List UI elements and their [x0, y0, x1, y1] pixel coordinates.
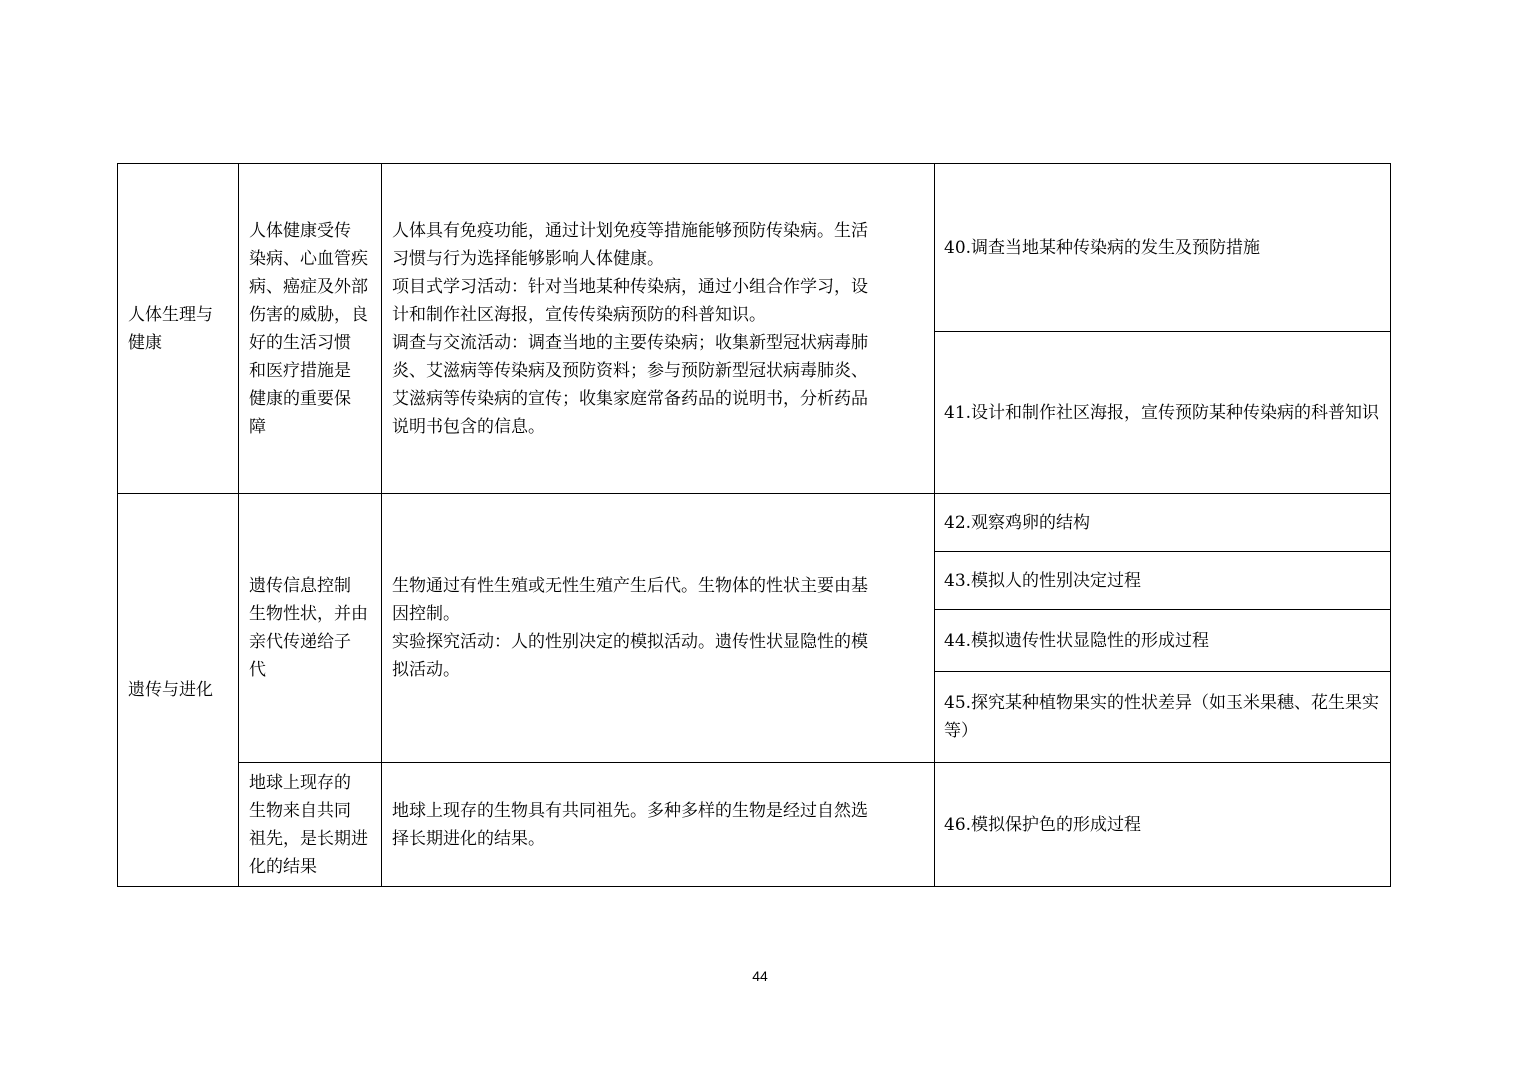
activity-item: 42.观察鸡卵的结构 [944, 512, 1091, 533]
content-cell [382, 494, 935, 763]
topic-line: 健康的重要保 [249, 388, 351, 409]
activity-cell [935, 164, 1391, 332]
activity-cell [935, 552, 1391, 610]
activity-item: 46.模拟保护色的形成过程 [944, 814, 1142, 835]
content-line: 调查与交流活动：调查当地的主要传染病；收集新型冠状病毒肺 [392, 332, 868, 353]
topic-line: 伤害的威胁，良 [249, 304, 368, 325]
content-line: 实验探究活动：人的性别决定的模拟活动。遗传性状显隐性的模 [392, 632, 868, 652]
page-number: 44 [752, 968, 768, 984]
curriculum-table [117, 163, 1391, 887]
content-line: 艾滋病等传染病的宣传；收集家庭常备药品的说明书，分析药品 [392, 388, 868, 409]
activity-item: 45.探究某种植物果实的性状差异（如玉米果穗、花生果实等） [944, 693, 1380, 741]
activity-cell [935, 332, 1391, 494]
content-line: 人体具有免疫功能，通过计划免疫等措施能够预防传染病。生活 [392, 220, 868, 241]
content-line: 项目式学习活动：针对当地某种传染病，通过小组合作学习，设 [392, 276, 868, 297]
topic-line: 亲代传递给子 [249, 632, 351, 652]
activity-cell [935, 494, 1391, 552]
topic-line: 人体健康受传 [249, 220, 351, 241]
topic-line: 病、癌症及外部 [249, 276, 368, 297]
topic-cell [239, 494, 382, 763]
topic-line: 障 [249, 416, 266, 437]
topic-line: 地球上现存的 [249, 772, 351, 793]
category-line: 遗传与进化 [128, 680, 213, 700]
category-cell [118, 164, 239, 494]
content-line: 生物通过有性生殖或无性生殖产生后代。生物体的性状主要由基 [392, 576, 868, 596]
topic-line: 好的生活习惯 [249, 332, 351, 353]
activity-item: 41.设计和制作社区海报，宣传预防某种传染病的科普知识 [944, 402, 1380, 423]
topic-line: 和医疗措施是 [249, 360, 351, 381]
content-line: 习惯与行为选择能够影响人体健康。 [392, 248, 664, 269]
activity-cell [935, 610, 1391, 672]
topic-line: 遗传信息控制 [249, 576, 351, 596]
content-line: 拟活动。 [392, 660, 460, 680]
activity-item: 40.调查当地某种传染病的发生及预防措施 [944, 237, 1261, 258]
topic-cell [239, 763, 382, 887]
table-row [118, 494, 1391, 552]
content-line: 因控制。 [392, 604, 460, 624]
content-cell [382, 164, 935, 494]
topic-cell [239, 164, 382, 494]
topic-line: 代 [249, 660, 266, 680]
category-line: 健康 [128, 332, 162, 353]
category-cell [118, 494, 239, 887]
activity-item: 44.模拟遗传性状显隐性的形成过程 [944, 630, 1210, 651]
topic-line: 生物性状，并由 [249, 604, 368, 624]
activity-cell [935, 672, 1391, 763]
content-cell [382, 763, 935, 887]
topic-line: 生物来自共同 [249, 800, 351, 821]
topic-line: 染病、心血管疾 [249, 248, 368, 269]
content-line: 地球上现存的生物具有共同祖先。多种多样的生物是经过自然选 [392, 800, 868, 821]
category-line: 人体生理与 [128, 304, 213, 325]
activity-cell [935, 763, 1391, 887]
content-line: 择长期进化的结果。 [392, 828, 545, 849]
topic-line: 祖先，是长期进 [249, 828, 368, 849]
table-row [118, 763, 1391, 887]
topic-line: 化的结果 [249, 856, 317, 877]
activity-item: 43.模拟人的性别决定过程 [944, 570, 1142, 591]
content-line: 说明书包含的信息。 [392, 416, 545, 437]
table-row [118, 164, 1391, 332]
content-line: 计和制作社区海报，宣传传染病预防的科普知识。 [392, 304, 766, 325]
content-line: 炎、艾滋病等传染病及预防资料；参与预防新型冠状病毒肺炎、 [392, 360, 868, 381]
